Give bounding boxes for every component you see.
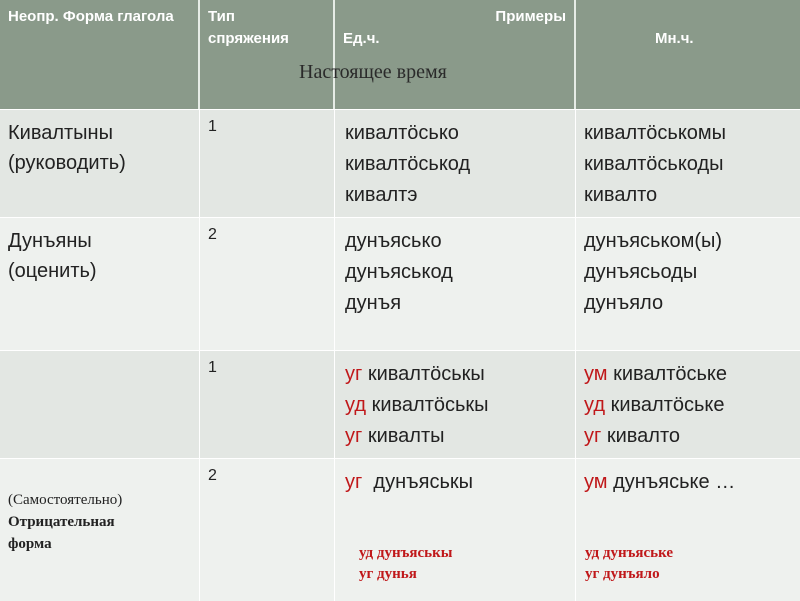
verb-cell: [0, 459, 200, 601]
form-2sg: [345, 390, 489, 421]
verb-cell: [0, 351, 200, 459]
verb-cell: [0, 218, 200, 351]
form-1pl: [584, 359, 727, 390]
form-1pl: кивалтӧськомы: [584, 122, 727, 144]
plural-forms: [584, 467, 735, 498]
table-row: [0, 458, 800, 601]
form-1pl: [584, 467, 735, 498]
singular-cell: [335, 218, 576, 351]
form-3pl: кивалто: [584, 184, 658, 206]
form-1sg: [345, 467, 473, 498]
form-3sg: [345, 421, 489, 452]
header-plural-label: Мн.ч.: [655, 30, 694, 47]
negation-prefix: уг: [345, 363, 363, 385]
singular-forms: [345, 467, 473, 498]
verb-translation: (оценить): [8, 260, 97, 282]
type-cell: [200, 218, 335, 351]
verb-form: кивалтӧське: [607, 363, 728, 385]
form-2sg: уд дунъяськы: [359, 545, 453, 561]
negative-form-label: [8, 489, 122, 555]
conjugation-type: 1: [208, 359, 217, 376]
negation-prefix: уг: [345, 425, 363, 447]
plural-cell: [576, 218, 800, 351]
form-3pl: [584, 421, 727, 452]
plural-forms: [584, 118, 726, 211]
plural-forms: [584, 359, 727, 452]
negation-prefix: уг: [584, 425, 602, 447]
plural-extra-forms: [585, 543, 673, 585]
header-cell-singular: [335, 0, 576, 109]
form-3sg: дунъя: [345, 292, 402, 314]
plural-cell: [576, 459, 800, 601]
negative-label-line1: Отрицательная: [8, 514, 115, 530]
form-2pl: уд дунъяське: [585, 545, 674, 561]
singular-extra-forms: [359, 543, 452, 585]
type-cell: [200, 110, 335, 218]
form-3pl: дунъяло: [584, 292, 664, 314]
conjugation-type: 2: [208, 467, 217, 484]
plural-forms: [584, 226, 722, 319]
form-2pl: дунъясьоды: [584, 261, 698, 283]
header-cell-plural: [576, 0, 800, 109]
header-infinitive-label: Неопр. Форма глагола: [8, 8, 174, 25]
singular-forms: [345, 359, 489, 452]
verb-form: кивалты: [362, 425, 445, 447]
singular-cell: [335, 351, 576, 459]
form-2pl: кивалтӧськоды: [584, 153, 724, 175]
singular-cell: [335, 459, 576, 601]
header-type-label: Тип спряжения: [208, 8, 289, 47]
header-cell-infinitive: [0, 0, 200, 109]
header-singular-label: Ед.ч.: [343, 30, 380, 47]
tense-title: Настоящее время: [299, 61, 447, 83]
singular-forms: [345, 118, 470, 211]
form-1sg: дунъясько: [345, 230, 442, 252]
table-row: [0, 217, 800, 351]
verb-form: кивалтӧськы: [366, 394, 489, 416]
header-cell-type: [200, 0, 335, 109]
table-row: [0, 109, 800, 218]
verb-text: [8, 118, 126, 178]
type-cell: [200, 351, 335, 459]
negative-label-line2: форма: [8, 536, 52, 552]
negation-prefix: уд: [584, 394, 606, 416]
self-study-note: (Самостоятельно): [8, 492, 123, 508]
negation-prefix: уг: [345, 471, 363, 493]
form-2sg: дунъяськод: [345, 261, 453, 283]
singular-cell: [335, 110, 576, 218]
plural-cell: [576, 351, 800, 459]
singular-forms: [345, 226, 453, 319]
verb-form: дунъяськы: [362, 471, 473, 493]
verb-text: [8, 226, 97, 286]
verb-form: кивалтӧськы: [362, 363, 485, 385]
verb-cell: [0, 110, 200, 218]
verb-form: кивалто: [601, 425, 681, 447]
negation-prefix: ум: [584, 471, 608, 493]
conjugation-type: 2: [208, 226, 217, 243]
verb-form: кивалтӧське: [605, 394, 725, 416]
negation-prefix: уд: [345, 394, 367, 416]
form-3pl: уг дунъяло: [585, 566, 660, 582]
type-cell: [200, 459, 335, 601]
verb-translation: (руководить): [8, 152, 126, 174]
negation-prefix: ум: [584, 363, 608, 385]
verb-infinitive: Дунъяны: [8, 230, 92, 252]
conjugation-type: 1: [208, 118, 217, 135]
form-1sg: [345, 359, 489, 390]
form-1sg: кивалтӧсько: [345, 122, 459, 144]
form-3sg: уг дунья: [359, 566, 417, 582]
form-2sg: кивалтӧськод: [345, 153, 471, 175]
header-examples-label: Примеры: [495, 8, 566, 25]
form-3sg: кивалтэ: [345, 184, 418, 206]
plural-cell: [576, 110, 800, 218]
table-row: [0, 350, 800, 459]
verb-form: дунъяське …: [607, 471, 736, 493]
verb-infinitive: Кивалтыны: [8, 122, 113, 144]
table-header: [0, 0, 800, 109]
form-2pl: [584, 390, 727, 421]
form-1pl: дунъяськом(ы): [584, 230, 723, 252]
